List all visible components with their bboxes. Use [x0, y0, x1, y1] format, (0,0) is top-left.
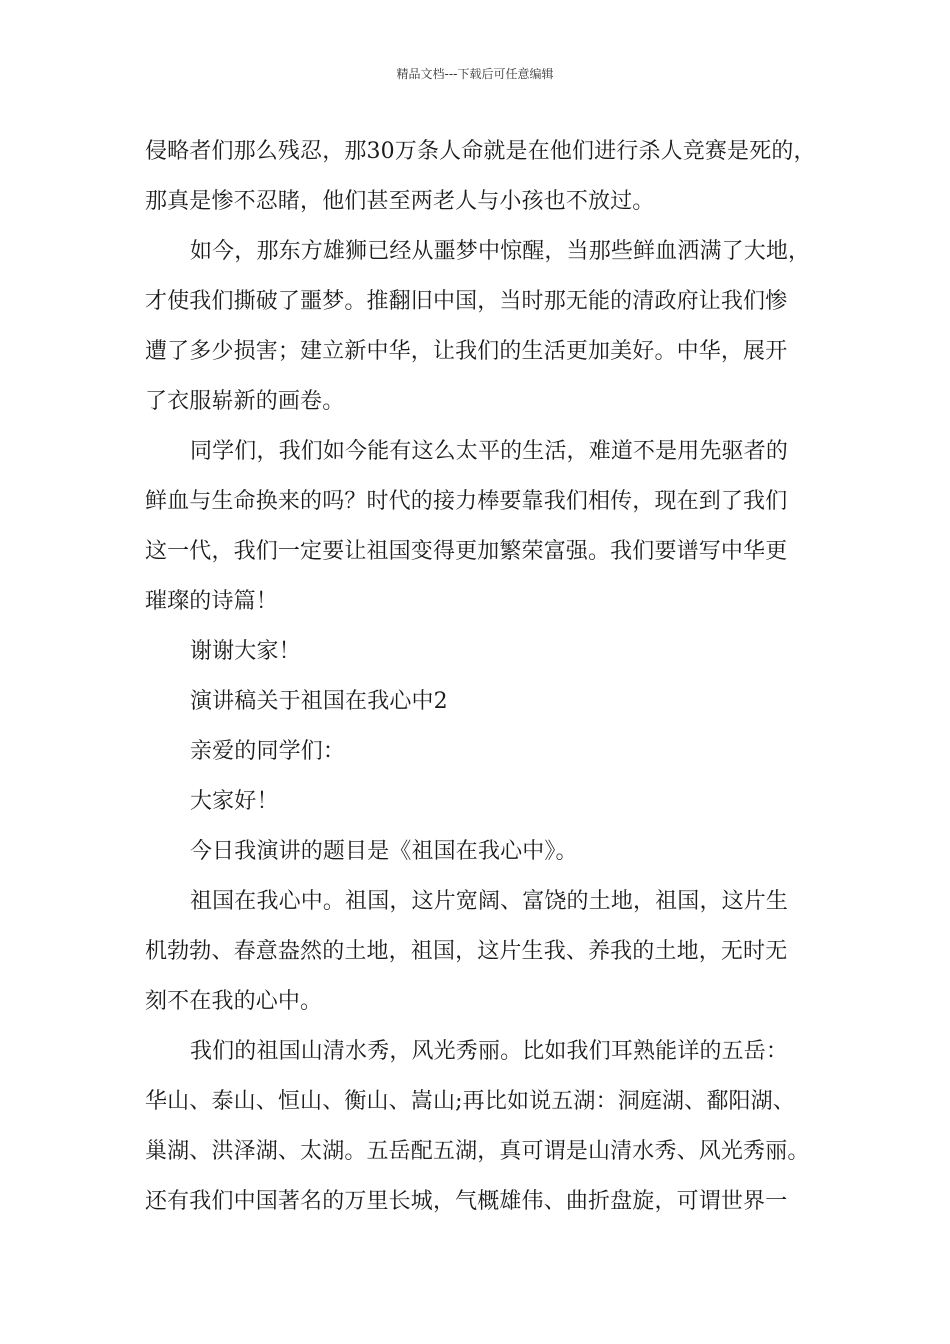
text-line: 那真是惨不忍睹，他们甚至两老人与小孩也不放过。 — [145, 189, 655, 214]
text-line: 遭了多少损害；建立新中华，让我们的生活更加美好。中华，展开 — [145, 339, 788, 364]
text-line: 谢谢大家！ — [190, 639, 301, 664]
text-line: 才使我们撕破了噩梦。推翻旧中国，当时那无能的清政府让我们惨 — [145, 289, 788, 314]
text-line: 还有我们中国著名的万里长城，气概雄伟、曲折盘旋，可谓世界一 — [145, 1189, 788, 1214]
text-line: 璀璨的诗篇！ — [145, 589, 278, 614]
text-line: 今日我演讲的题目是《祖国在我心中》。 — [190, 839, 578, 864]
text-line: 这一代，我们一定要让祖国变得更加繁荣富强。我们要谱写中华更 — [145, 539, 788, 564]
text-line: 我们的祖国山清水秀，风光秀丽。比如我们耳熟能详的五岳： — [190, 1039, 789, 1064]
page-header: 精品文档---下载后可任意编辑 — [396, 67, 554, 81]
text-line: 刻不在我的心中。 — [145, 989, 323, 1014]
text-line: 了衣服崭新的画卷。 — [145, 389, 345, 414]
text-line: 侵略者们那么残忍，那30万条人命就是在他们进行杀人竞赛是死的， — [145, 139, 816, 164]
text-line: 亲爱的同学们： — [190, 739, 346, 764]
text-line: 鲜血与生命换来的吗？时代的接力棒要靠我们相传，现在到了我们 — [145, 489, 788, 514]
text-line: 华山、泰山、恒山、衡山、嵩山;再比如说五湖：洞庭湖、鄱阳湖、 — [145, 1089, 795, 1114]
text-line: 祖国在我心中。祖国，这片宽阔、富饶的土地，祖国，这片生 — [190, 889, 789, 914]
text-line: 同学们，我们如今能有这么太平的生活，难道不是用先驱者的 — [190, 439, 789, 464]
text-line: 大家好！ — [190, 789, 279, 814]
text-line: 演讲稿关于祖国在我心中2 — [190, 689, 448, 714]
text-line: 如今，那东方雄狮已经从噩梦中惊醒，当那些鲜血洒满了大地， — [190, 239, 811, 264]
document-body — [145, 127, 825, 1227]
text-line: 巢湖、洪泽湖、太湖。五岳配五湖，真可谓是山清水秀、风光秀丽。 — [145, 1139, 810, 1164]
text-line: 机勃勃、春意盎然的土地，祖国，这片生我、养我的土地，无时无 — [145, 939, 788, 964]
